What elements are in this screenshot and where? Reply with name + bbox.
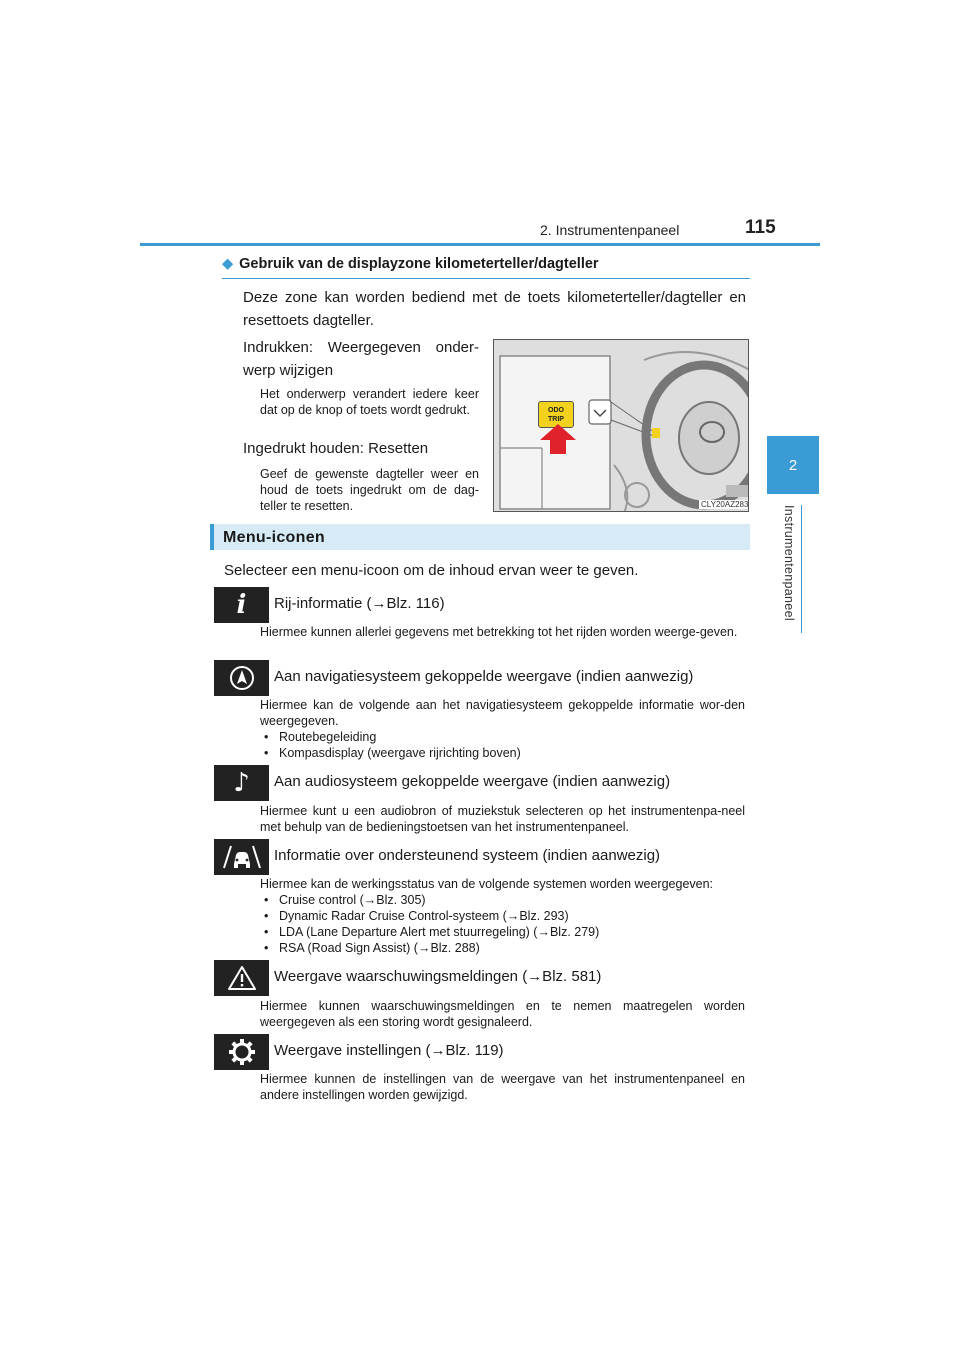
- list-item: • Kompasdisplay (weergave rijrichting boven): [264, 745, 521, 761]
- press-desc: Het onderwerp verandert iedere keer dat op de knop of toets wordt gedrukt.: [260, 387, 479, 417]
- chapter-tab[interactable]: 2: [767, 436, 819, 494]
- list-item: • LDA (Lane Departure Alert met stuurregeling) (→Blz. 279): [264, 924, 599, 940]
- item-title-waarschuwing: Weergave waarschuwingsmeldingen (→Blz. 581): [274, 968, 602, 985]
- page-number: 115: [745, 217, 776, 238]
- item-title-ondersteunend: Informatie over ondersteunend systeem (indien aanwezig): [274, 847, 661, 864]
- side-divider: [801, 505, 802, 633]
- list-item: • Routebegeleiding: [264, 729, 521, 745]
- figure-code: CLY20AZ283: [701, 500, 749, 509]
- bullet-list-ondersteunend: [264, 892, 599, 956]
- item-desc-rij-informatie: Hiermee kunnen allerlei gegevens met betrekking tot het rijden worden weerge-geven.: [260, 625, 738, 639]
- press-title: Indrukken: Weergegeven onder-werp wijzigen: [243, 339, 479, 379]
- item-desc-waarschuwing: Hiermee kunnen waarschuwingsmeldingen en te nemen maatregelen worden weergegeven als een storing wordt gesignaleerd.: [260, 999, 745, 1029]
- header-rule: [140, 243, 820, 246]
- driving-assist-icon: [214, 839, 269, 875]
- hold-desc: Geef de gewenste dagteller weer en houd de toets ingedrukt om de dag-teller te resetten.: [260, 467, 479, 513]
- red-arrow-icon: [538, 424, 578, 454]
- menu-intro: Selecteer een menu-icoon om de inhoud ervan weer te geven.: [224, 562, 639, 579]
- subsection-intro: Deze zone kan worden bediend met de toets kilometerteller/dagteller en resettoets dagteller.: [243, 289, 746, 329]
- list-item: • Dynamic Radar Cruise Control-systeem (→Blz. 293): [264, 908, 599, 924]
- list-item: • Cruise control (→Blz. 305): [264, 892, 599, 908]
- gear-icon: [214, 1034, 269, 1070]
- item-title-audio: Aan audiosysteem gekoppelde weergave (indien aanwezig): [274, 773, 671, 790]
- item-desc-instellingen: Hiermee kunnen de instellingen van de weergave van het instrumentenpaneel en andere instellingen worden gewijzigd.: [260, 1072, 745, 1102]
- item-title-instellingen: Weergave instellingen (→Blz. 119): [274, 1042, 504, 1059]
- subsection-heading: [222, 256, 750, 279]
- steering-wheel-figure: [493, 339, 749, 512]
- item-title-rij-informatie: Rij-informatie (→Blz. 116): [274, 595, 445, 612]
- warning-icon: [214, 960, 269, 996]
- music-note-icon: ♪: [214, 765, 269, 801]
- odo-label: ODO: [548, 407, 564, 414]
- item-desc-audio: Hiermee kunt u een audiobron of muziekstuk selecteren op het instrumentenpa-neel met behulp van de bedieningstoetsen van het instrumentenpaneel.: [260, 804, 745, 834]
- info-icon: i: [214, 587, 269, 623]
- navigation-icon: [214, 660, 269, 696]
- item-title-navigatie: Aan navigatiesysteem gekoppelde weergave (indien aanwezig): [274, 668, 694, 685]
- section-heading: Menu-iconen: [210, 524, 750, 550]
- chapter-tab-label: Instrumentenpaneel: [782, 505, 796, 621]
- trip-label: TRIP: [548, 416, 564, 423]
- subsection-title: Gebruik van de displayzone kilometerteller/dagteller: [239, 256, 599, 272]
- steering-wheel-illustration: [494, 340, 749, 512]
- chapter-title: 2. Instrumentenpaneel: [540, 222, 680, 238]
- bullet-list-navigatie: [264, 729, 521, 761]
- item-desc-ondersteunend: Hiermee kan de werkingsstatus van de volgende systemen worden weergegeven:: [260, 877, 714, 891]
- hold-title: Ingedrukt houden: Resetten: [243, 440, 429, 457]
- item-desc-navigatie: Hiermee kan de volgende aan het navigatiesysteem gekoppelde informatie wor-den weergegeven.: [260, 698, 745, 728]
- diamond-icon: ◆: [222, 256, 234, 272]
- list-item: • RSA (Road Sign Assist) (→Blz. 288): [264, 940, 599, 956]
